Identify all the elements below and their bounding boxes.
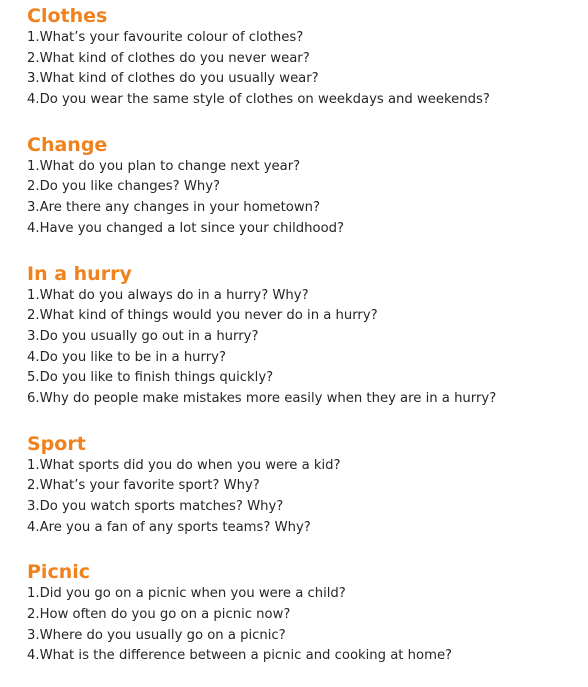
- question-item: 3.Do you watch sports matches? Why?: [27, 499, 284, 514]
- question-item: 4.Are you a fan of any sports teams? Why?: [27, 519, 311, 535]
- question-item: 3.Do you usually go out in a hurry?: [27, 328, 259, 344]
- question-item: 4.What is the difference between a picnic and cooking at home?: [27, 648, 453, 664]
- question-item: 2.How often do you go on a picnic now?: [27, 607, 291, 623]
- question-item: 2.What’s your favorite sport? Why?: [27, 478, 260, 494]
- question-list: [27, 28, 582, 111]
- question-item: 6.Why do people make mistakes more easily when they are in a hurry?: [27, 390, 497, 406]
- section-clothes: [27, 4, 582, 111]
- question-item: 1.What do you plan to change next year?: [27, 158, 301, 174]
- question-list: [27, 584, 582, 667]
- question-item: 4.Have you changed a lot since your childhood?: [27, 220, 345, 236]
- section-title: Picnic: [27, 561, 91, 584]
- question-list: [27, 456, 582, 539]
- question-list: [27, 286, 582, 410]
- section-picnic: [27, 560, 582, 667]
- question-item: 1.What’s your favourite colour of clothes?: [27, 30, 304, 45]
- question-item: 2.What kind of things would you never do in a hurry?: [27, 308, 378, 324]
- question-item: 5.Do you like to finish things quickly?: [27, 370, 274, 386]
- question-item: 3.What kind of clothes do you usually wear?: [27, 71, 319, 87]
- question-item: 1.What do you always do in a hurry? Why?: [27, 287, 309, 303]
- question-item: 4.Do you like to be in a hurry?: [27, 349, 226, 365]
- question-list: [27, 157, 582, 240]
- section-title: Sport: [27, 432, 86, 455]
- section-in-a-hurry: [27, 262, 582, 410]
- section-title: In a hurry: [27, 262, 132, 285]
- section-sport: [27, 432, 582, 539]
- question-item: 1.What sports did you do when you were a kid?: [27, 457, 341, 473]
- section-change: [27, 133, 582, 240]
- question-document: [27, 4, 582, 667]
- question-item: 3.Where do you usually go on a picnic?: [27, 627, 286, 643]
- question-item: 4.Do you wear the same style of clothes on weekdays and weekends?: [27, 92, 490, 108]
- question-item: 1.Did you go on a picnic when you were a child?: [27, 586, 346, 602]
- section-title: Change: [27, 133, 108, 156]
- question-item: 2.Do you like changes? Why?: [27, 179, 221, 195]
- section-title: Clothes: [27, 5, 108, 27]
- question-item: 2.What kind of clothes do you never wear?: [27, 50, 310, 66]
- question-item: 3.Are there any changes in your hometown?: [27, 200, 320, 216]
